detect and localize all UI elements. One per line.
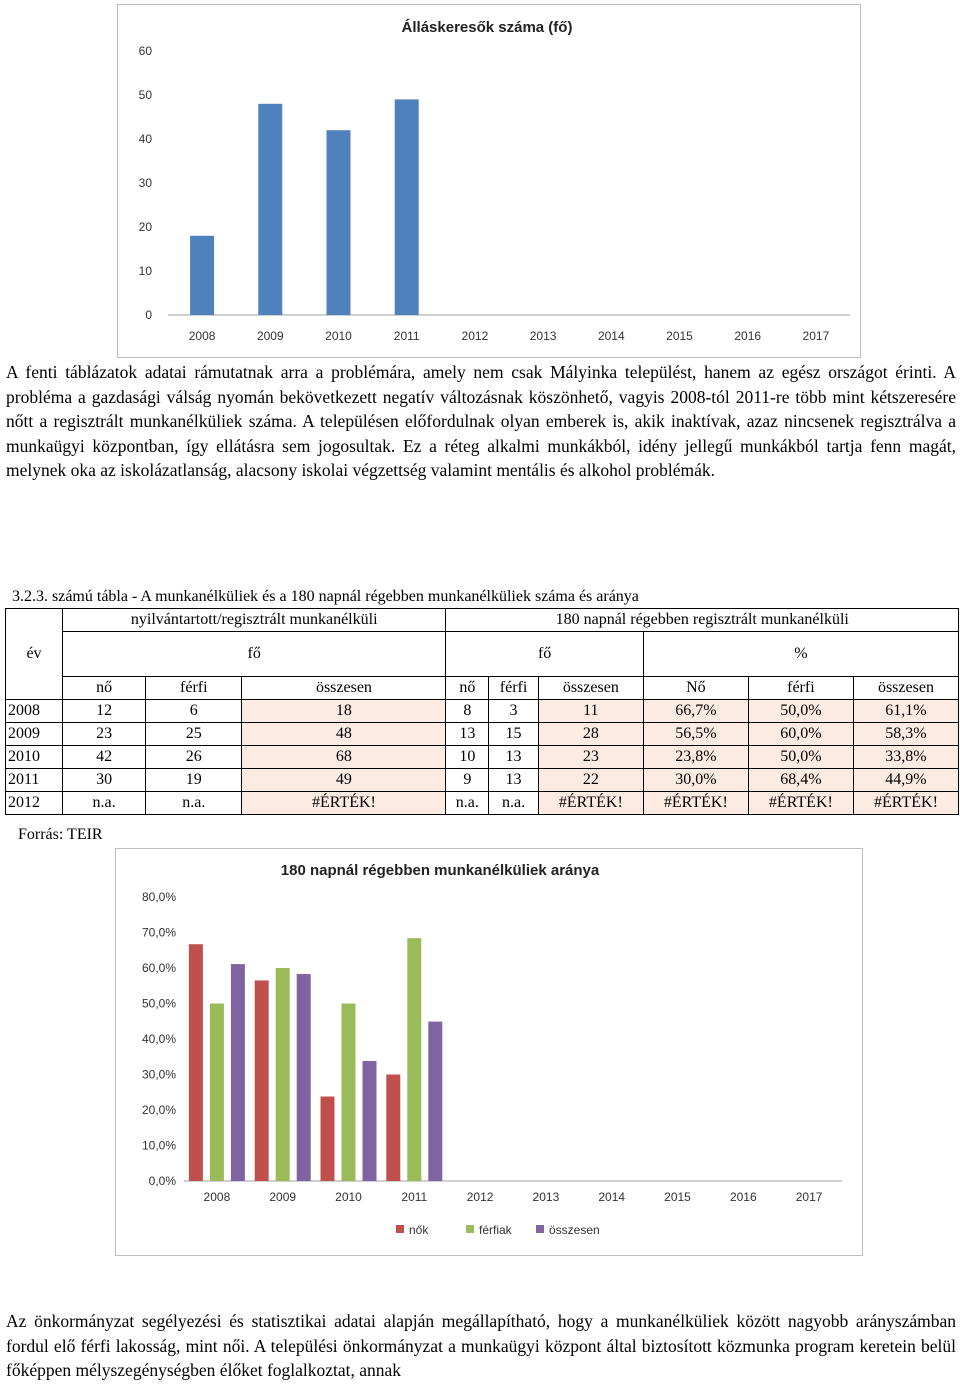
chart1-bar xyxy=(327,130,351,315)
table-cell: n.a. xyxy=(63,792,146,815)
table-cell: 48 xyxy=(242,723,446,746)
chart1-y-tick: 40 xyxy=(138,132,152,146)
header-group1: nyilvántartott/regisztrált munkanélküli xyxy=(63,609,446,632)
chart1-y-tick: 50 xyxy=(138,88,152,102)
chart2-bar xyxy=(297,974,311,1181)
table-cell: 23,8% xyxy=(643,746,748,769)
table-cell: 13 xyxy=(446,723,489,746)
paragraph-2: Az önkormányzat segélyezési és statisztikai adatai alapján megállapítható, hogy a munkanélküliek között nagyobb arányszámban fordul elő férfi lakosság, mint női. A települési önkormányzat a munkaügyi központ által biztosított közmunka program keretein belül főképpen mélyszegénységben élőket foglalkoztat, annak xyxy=(6,1311,956,1380)
header-group2: 180 napnál régebben regisztrált munkanélküli xyxy=(446,609,959,632)
subheader-cell: összesen xyxy=(853,677,958,700)
table-cell: #ÉRTÉK! xyxy=(853,792,958,815)
table-cell: 33,8% xyxy=(853,746,958,769)
table-cell: 13 xyxy=(489,746,539,769)
table-cell: 10 xyxy=(446,746,489,769)
chart2-bar xyxy=(255,980,269,1181)
table-row xyxy=(6,700,959,723)
chart2-legend-swatch xyxy=(466,1225,474,1233)
table-cell: 2011 xyxy=(6,769,63,792)
header-fo1: fő xyxy=(63,632,446,677)
table-cell: 9 xyxy=(446,769,489,792)
chart1-bar xyxy=(190,236,214,315)
chart1-y-tick: 10 xyxy=(138,264,152,278)
table-cell: 25 xyxy=(146,723,242,746)
unemployment-table xyxy=(5,608,959,815)
table-row xyxy=(6,792,959,815)
table-cell: 30 xyxy=(63,769,146,792)
chart2-x-tick: 2009 xyxy=(269,1190,297,1204)
table-row xyxy=(6,746,959,769)
chart2-x-tick: 2010 xyxy=(335,1190,362,1204)
table-cell: 61,1% xyxy=(853,700,958,723)
chart1-x-tick: 2008 xyxy=(188,329,216,343)
table-cell: 42 xyxy=(63,746,146,769)
chart2-y-tick: 60,0% xyxy=(141,961,176,975)
chart1-x-tick: 2010 xyxy=(325,329,352,343)
chart2-title: 180 napnál régebben munkanélküliek aránya xyxy=(280,862,600,879)
table-cell: 30,0% xyxy=(643,769,748,792)
chart2-y-tick: 70,0% xyxy=(141,925,176,940)
subheader-cell: Nő xyxy=(643,677,748,700)
table-cell: #ÉRTÉK! xyxy=(748,792,853,815)
chart2-y-tick: 80,0% xyxy=(141,890,176,904)
header-year: év xyxy=(6,609,63,700)
jobseekers-chart xyxy=(117,4,861,358)
table-cell: 68,4% xyxy=(748,769,853,792)
chart2-bar xyxy=(321,1097,335,1181)
table-cell: 2012 xyxy=(6,792,63,815)
chart2-y-tick: 50,0% xyxy=(141,996,176,1011)
header-fo2: fő xyxy=(446,632,643,677)
table-cell: n.a. xyxy=(146,792,242,815)
chart2-bar xyxy=(407,938,421,1181)
chart2-x-tick: 2011 xyxy=(401,1190,428,1204)
chart2-legend-swatch xyxy=(396,1225,404,1233)
table-cell: 8 xyxy=(446,700,489,723)
chart1-title: Álláskeresők száma (fő) xyxy=(401,19,573,36)
table-cell: 66,7% xyxy=(643,700,748,723)
chart2-x-tick: 2008 xyxy=(203,1190,231,1204)
table-cell: n.a. xyxy=(446,792,489,815)
table-caption: 3.2.3. számú tábla - A munkanélküliek és a 180 napnál régebben munkanélküliek száma és aránya xyxy=(12,588,639,605)
table-source: Forrás: TEIR xyxy=(18,826,103,843)
chart2-x-tick: 2017 xyxy=(795,1190,823,1204)
table-cell: #ÉRTÉK! xyxy=(643,792,748,815)
table-cell: 23 xyxy=(538,746,643,769)
chart2-x-tick: 2015 xyxy=(664,1190,691,1204)
table-cell: 50,0% xyxy=(748,746,853,769)
table-cell: 2010 xyxy=(6,746,63,769)
chart1-y-tick: 0 xyxy=(145,308,152,322)
chart2-y-tick: 10,0% xyxy=(141,1138,176,1153)
chart2-bar xyxy=(428,1022,442,1181)
chart1-x-tick: 2014 xyxy=(597,329,625,343)
chart2-bar xyxy=(231,964,245,1181)
table-row xyxy=(6,769,959,792)
table-cell: 44,9% xyxy=(853,769,958,792)
table-cell: 2009 xyxy=(6,723,63,746)
chart2-x-tick: 2013 xyxy=(532,1190,560,1204)
chart2-y-tick: 20,0% xyxy=(141,1103,176,1117)
table-cell: n.a. xyxy=(489,792,539,815)
chart2-y-tick: 30,0% xyxy=(141,1067,176,1082)
chart2-legend-label: nők xyxy=(409,1223,429,1237)
table-cell: 6 xyxy=(146,700,242,723)
table-cell: 60,0% xyxy=(748,723,853,746)
chart1-x-tick: 2016 xyxy=(734,329,762,343)
chart2-bar xyxy=(363,1061,377,1181)
table-cell: 23 xyxy=(63,723,146,746)
subheader-cell: összesen xyxy=(242,677,446,700)
chart1-x-tick: 2013 xyxy=(529,329,557,343)
chart1-bar xyxy=(395,99,419,315)
chart2-legend-label: férfiak xyxy=(479,1223,512,1237)
paragraph-1: A fenti táblázatok adatai rámutatnak arra a problémára, amely nem csak Mályinka települést, hanem az egész országot érinti. A probléma a gazdasági válság nyomán bekövetkezett negatív változásnak köszönhető, vagyis 2008-tól 2011-re több mint kétszeresére nőtt a regisztrált munkanélküliek száma. A településen előfordulnak olyan emberek is, akik inaktívak, azaz nincsenek regisztrálva a munkaügyi központban, így ellátásra sem jogosultak. Ez a réteg alkalmi munkákból, idény jellegű munkákból tartja fenn magát, melynek oka az iskolázatlanság, alacsony iskolai végzettség valamint mentális és alkohol problémák. xyxy=(6,362,956,480)
table-cell: 2008 xyxy=(6,700,63,723)
chart2-legend-label: összesen xyxy=(549,1223,600,1237)
chart2-bar xyxy=(276,968,290,1181)
subheader-cell: nő xyxy=(63,677,146,700)
table-cell: 12 xyxy=(63,700,146,723)
long-term-rate-chart xyxy=(115,848,863,1256)
table-cell: 3 xyxy=(489,700,539,723)
table-cell: 19 xyxy=(146,769,242,792)
long-term-rate-chart-svg xyxy=(116,849,862,1255)
table-cell: 68 xyxy=(242,746,446,769)
header-pct: % xyxy=(643,632,958,677)
table-row xyxy=(6,723,959,746)
subheader-cell: nő xyxy=(446,677,489,700)
subheader-cell: összesen xyxy=(538,677,643,700)
table-cell: 26 xyxy=(146,746,242,769)
subheader-cell: férfi xyxy=(748,677,853,700)
table-cell: #ÉRTÉK! xyxy=(242,792,446,815)
chart2-x-tick: 2012 xyxy=(466,1190,494,1204)
table-cell: 58,3% xyxy=(853,723,958,746)
chart1-y-tick: 30 xyxy=(138,176,152,190)
table-cell: 18 xyxy=(242,700,446,723)
chart1-bar xyxy=(258,104,282,315)
table-cell: 56,5% xyxy=(643,723,748,746)
table-cell: 50,0% xyxy=(748,700,853,723)
chart1-x-tick: 2017 xyxy=(802,329,830,343)
chart2-bar xyxy=(210,1004,224,1182)
subheader-cell: férfi xyxy=(146,677,242,700)
chart1-x-tick: 2009 xyxy=(256,329,284,343)
chart2-x-tick: 2016 xyxy=(729,1190,757,1204)
chart2-bar xyxy=(386,1075,400,1182)
jobseekers-chart-svg xyxy=(118,5,860,357)
table-cell: 28 xyxy=(538,723,643,746)
chart2-legend-swatch xyxy=(536,1225,544,1233)
chart1-y-tick: 60 xyxy=(138,44,152,58)
chart2-x-tick: 2014 xyxy=(598,1190,626,1204)
table-cell: 22 xyxy=(538,769,643,792)
table-cell: #ÉRTÉK! xyxy=(538,792,643,815)
chart2-y-tick: 40,0% xyxy=(141,1032,176,1046)
subheader-cell: férfi xyxy=(489,677,539,700)
table-cell: 11 xyxy=(538,700,643,723)
chart1-x-tick: 2015 xyxy=(666,329,693,343)
chart2-bar xyxy=(189,944,203,1181)
chart1-y-tick: 20 xyxy=(138,220,152,234)
table-cell: 13 xyxy=(489,769,539,792)
chart1-x-tick: 2012 xyxy=(461,329,489,343)
table-cell: 15 xyxy=(489,723,539,746)
chart1-x-tick: 2011 xyxy=(393,329,420,343)
chart2-bar xyxy=(342,1004,356,1182)
table-cell: 49 xyxy=(242,769,446,792)
chart2-y-tick: 0,0% xyxy=(148,1174,176,1188)
subheader-row xyxy=(6,677,959,700)
